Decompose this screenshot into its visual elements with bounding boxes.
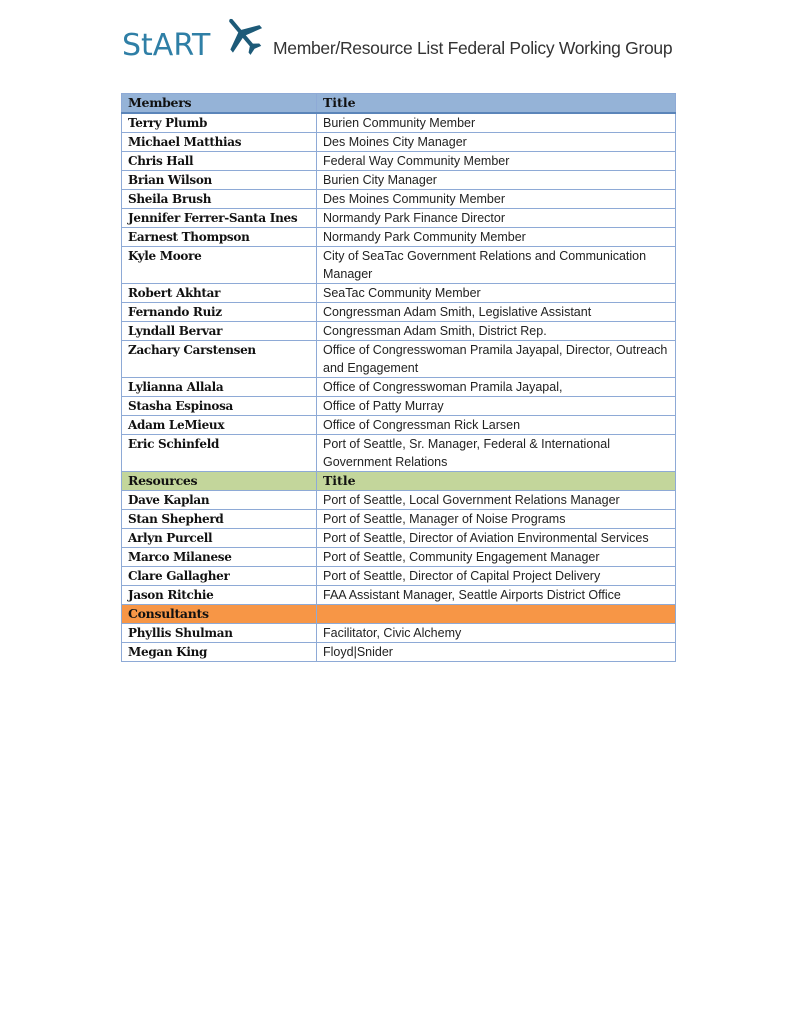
table-row [122,228,676,247]
person-title: Port of Seattle, Manager of Noise Programs [317,510,676,529]
person-name: Sheila Brush [122,190,317,209]
person-name: Arlyn Purcell [122,529,317,548]
table-row [122,378,676,397]
table-row [122,341,676,378]
document-header [120,8,680,68]
person-name: Dave Kaplan [122,491,317,510]
person-name: Chris Hall [122,152,317,171]
person-title: Federal Way Community Member [317,152,676,171]
start-logo-text: StART [122,28,211,63]
person-title: Office of Congresswoman Pramila Jayapal, Director, Outreach and Engagement [317,341,676,378]
person-title: Port of Seattle, Community Engagement Manager [317,548,676,567]
table-row [122,586,676,605]
table-row [122,303,676,322]
members-section-header [122,94,676,114]
resources-section-header [122,472,676,491]
table-row [122,322,676,341]
table-row [122,113,676,133]
table-row [122,491,676,510]
person-name: Megan King [122,643,317,662]
person-title: Burien Community Member [317,113,676,133]
person-name: Marco Milanese [122,548,317,567]
table-row [122,529,676,548]
person-title: Facilitator, Civic Alchemy [317,624,676,643]
table-row [122,397,676,416]
table-row [122,209,676,228]
person-name: Stan Shepherd [122,510,317,529]
document-title: Member/Resource List Federal Policy Working Group [273,38,673,58]
members-title-header: Title [317,94,676,114]
consultants-header-label: Consultants [122,605,317,624]
person-name: Phyllis Shulman [122,624,317,643]
table-row [122,548,676,567]
person-title: Des Moines Community Member [317,190,676,209]
resources-header-label: Resources [122,472,317,491]
table-row [122,152,676,171]
person-name: Terry Plumb [122,113,317,133]
person-name: Lylianna Allala [122,378,317,397]
airplane-icon [220,12,266,58]
consultants-title-header [317,605,676,624]
person-title: Normandy Park Finance Director [317,209,676,228]
person-name: Lyndall Bervar [122,322,317,341]
person-title: Burien City Manager [317,171,676,190]
person-title: Office of Patty Murray [317,397,676,416]
person-title: Congressman Adam Smith, District Rep. [317,322,676,341]
person-name: Kyle Moore [122,247,317,284]
person-title: SeaTac Community Member [317,284,676,303]
person-name: Stasha Espinosa [122,397,317,416]
person-name: Eric Schinfeld [122,435,317,472]
person-title: Port of Seattle, Director of Capital Project Delivery [317,567,676,586]
person-title: Office of Congresswoman Pramila Jayapal, [317,378,676,397]
person-title: Port of Seattle, Sr. Manager, Federal & International Government Relations [317,435,676,472]
table-row [122,643,676,662]
person-name: Earnest Thompson [122,228,317,247]
table-row [122,510,676,529]
person-title: FAA Assistant Manager, Seattle Airports District Office [317,586,676,605]
person-name: Adam LeMieux [122,416,317,435]
person-title: Floyd|Snider [317,643,676,662]
consultants-section-header [122,605,676,624]
person-title: City of SeaTac Government Relations and Communication Manager [317,247,676,284]
person-name: Robert Akhtar [122,284,317,303]
person-title: Congressman Adam Smith, Legislative Assistant [317,303,676,322]
person-name: Brian Wilson [122,171,317,190]
person-name: Fernando Ruiz [122,303,317,322]
person-name: Jennifer Ferrer-Santa Ines [122,209,317,228]
table-row [122,190,676,209]
person-name: Clare Gallagher [122,567,317,586]
person-title: Des Moines City Manager [317,133,676,152]
table-row [122,416,676,435]
resources-title-header: Title [317,472,676,491]
person-title: Office of Congressman Rick Larsen [317,416,676,435]
person-title: Port of Seattle, Director of Aviation Environmental Services [317,529,676,548]
table-row [122,171,676,190]
person-title: Normandy Park Community Member [317,228,676,247]
table-row [122,624,676,643]
person-name: Michael Matthias [122,133,317,152]
person-name: Zachary Carstensen [122,341,317,378]
table-row [122,133,676,152]
member-resource-table [121,93,676,662]
table-row [122,247,676,284]
members-header-label: Members [122,94,317,114]
person-title: Port of Seattle, Local Government Relations Manager [317,491,676,510]
table-row [122,567,676,586]
person-name: Jason Ritchie [122,586,317,605]
table-row [122,435,676,472]
table-row [122,284,676,303]
